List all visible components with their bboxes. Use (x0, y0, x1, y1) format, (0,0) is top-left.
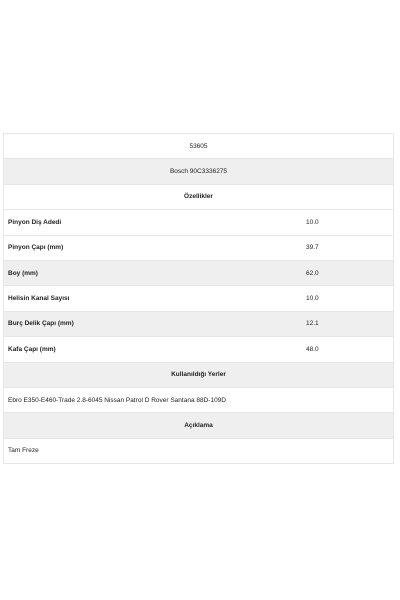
features-header-row (4, 185, 393, 210)
spec-row-bushing-bore (4, 312, 393, 337)
spec-label: Boy (mm) (8, 269, 38, 277)
usage-row (4, 388, 393, 413)
spec-label: Helisin Kanal Sayısı (8, 295, 70, 303)
spec-value: 10.0 (306, 295, 319, 303)
spec-table (3, 133, 394, 464)
spec-row-pinion-teeth (4, 210, 393, 235)
spec-label: Kafa Çapı (mm) (8, 345, 56, 353)
usage-text: Ebro E350-E460-Trade 2.8-6045 Nissan Patrol D Rover Santana 88D-109D (8, 396, 226, 404)
spec-row-pinion-diameter (4, 236, 393, 261)
usage-header: Kullanıldığı Yerler (171, 371, 226, 379)
spec-label: Pinyon Çapı (mm) (8, 244, 64, 252)
spec-row-head-diameter (4, 337, 393, 362)
spec-label: Burç Delik Çapı (mm) (8, 320, 74, 328)
part-number: 53605 (189, 142, 208, 150)
usage-header-row (4, 363, 393, 388)
description-header: Açıklama (184, 421, 213, 429)
code-row-primary (4, 134, 393, 159)
spec-value: 39.7 (306, 244, 319, 252)
spec-value: 62.0 (306, 269, 319, 277)
description-text: Tam Freze (8, 447, 39, 455)
features-header: Özellikler (184, 193, 213, 201)
description-header-row (4, 413, 393, 438)
spec-value: 12.1 (306, 320, 319, 328)
spec-row-length (4, 261, 393, 286)
oem-number: Bosch 90C3336275 (169, 168, 228, 176)
spec-value: 48.0 (306, 345, 319, 353)
spec-label: Pinyon Diş Adedi (8, 218, 62, 226)
spec-row-helix-channels (4, 286, 393, 311)
spec-value: 10.0 (306, 218, 319, 226)
code-row-oem (4, 159, 393, 184)
description-row (4, 439, 393, 464)
